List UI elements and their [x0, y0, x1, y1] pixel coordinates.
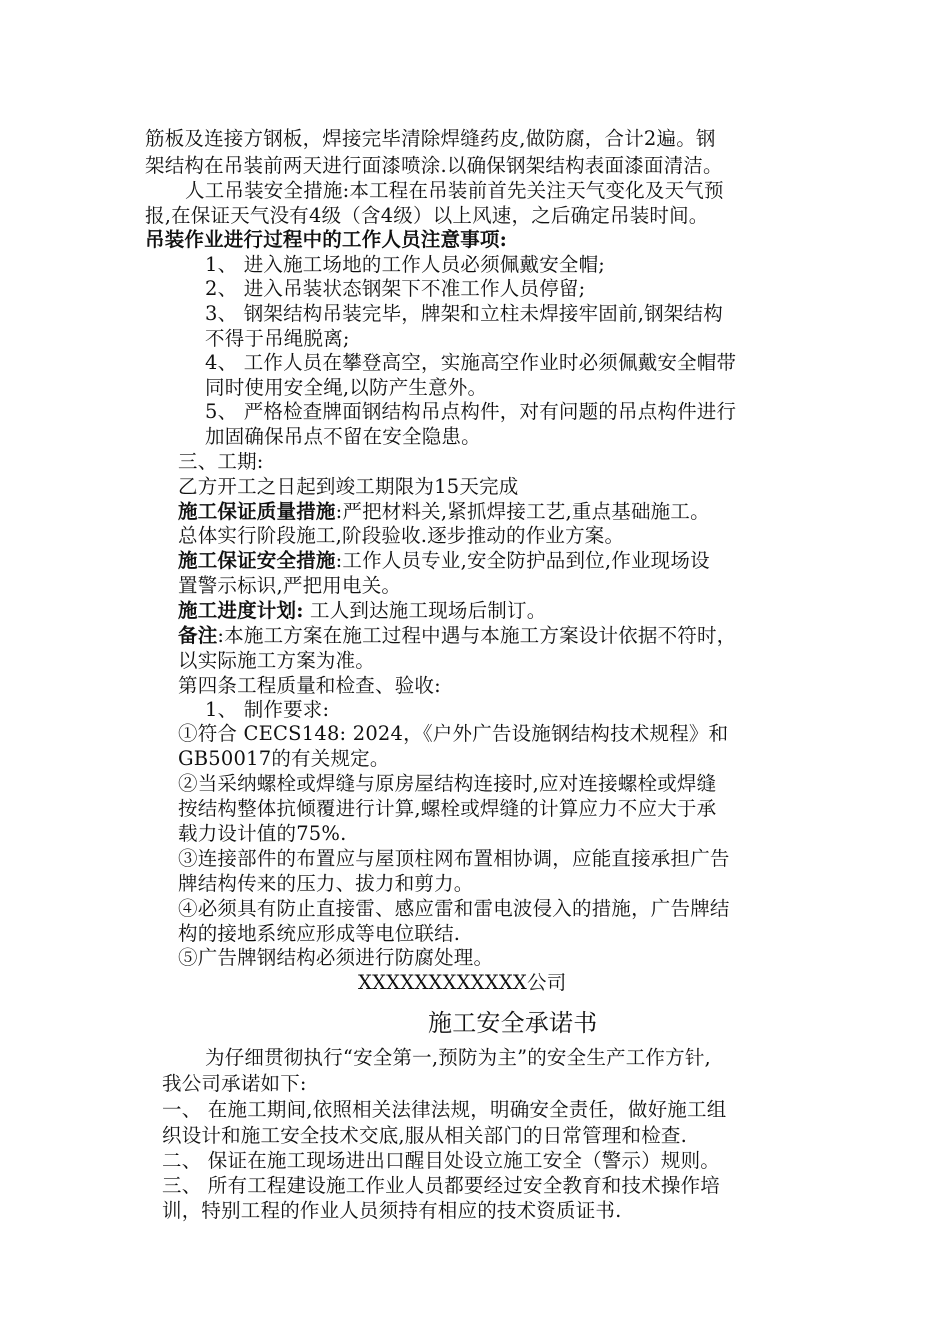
- req2-line3: 载力设计值的75%.: [178, 822, 347, 845]
- commitment-3-line2: 训，特别工程的作业人员须持有相应的技术资质证书.: [162, 1199, 622, 1222]
- schedule-heading: 三、工期:: [178, 450, 264, 473]
- remark-label: 备注: [178, 624, 218, 647]
- safety-text: :工作人员专业,安全防护品到位,作业现场设: [335, 549, 710, 572]
- req5: ⑤广告牌钢结构必须进行防腐处理。: [178, 946, 494, 969]
- quality-text: :严把材料关,紧抓焊接工艺,重点基础施工。: [335, 500, 710, 523]
- progress-label: 施工进度计划:: [178, 599, 304, 622]
- req1-line2: GB50017的有关规定。: [178, 747, 390, 770]
- note-item-3-line1: 3、 钢架结构吊装完毕，牌架和立柱未焊接牢固前,钢架结构: [205, 302, 723, 325]
- note-item-3-line2: 不得于吊绳脱离;: [205, 327, 350, 350]
- para1-line2: 架结构在吊装前两天进行面漆喷涂.以确保钢架结构表面漆面清洁。: [145, 154, 723, 177]
- safety-line1: [178, 548, 710, 574]
- note-item-4-line2: 同时使用安全绳,以防产生意外。: [205, 376, 488, 399]
- req3-line1: ③连接部件的布置应与屋顶柱网布置相协调，应能直接承担广告: [178, 847, 730, 870]
- remark-line2: 以实际施工方案为准。: [178, 649, 376, 672]
- req2-line1: ②当采纳螺栓或焊缝与原房屋结构连接时,应对连接螺栓或焊缝: [178, 772, 717, 795]
- safety-line2: 置警示标识,严把用电关。: [178, 574, 402, 597]
- note-item-4-line1: 4、 工作人员在攀登高空，实施高空作业时必须佩戴安全帽带: [205, 351, 737, 374]
- req3-line2: 牌结构传来的压力、拔力和剪力。: [178, 872, 474, 895]
- commitment-1-line2: 织设计和施工安全技术交底,服从相关部门的日常管理和检查.: [162, 1124, 687, 1147]
- note-item-2: 2、 进入吊装状态钢架下不准工作人员停留;: [205, 277, 586, 300]
- req4-line1: ④必须具有防止直接雷、感应雷和雷电波侵入的措施，广告牌结: [178, 897, 730, 920]
- progress-text: 工人到达施工现场后制订。: [303, 599, 547, 622]
- quality-label: 施工保证质量措施: [178, 500, 336, 523]
- note-item-5-line2: 加固确保吊点不留在安全隐患。: [205, 425, 481, 448]
- req4-line2: 构的接地系统应形成等电位联结.: [178, 922, 461, 945]
- para2-line1: 人工吊装安全措施:本工程在吊装前首先关注天气变化及天气预: [185, 179, 724, 202]
- note-item-5-line1: 5、 严格检查牌面钢结构吊点构件，对有问题的吊点构件进行: [205, 400, 737, 423]
- commitment-3-line1: 三、 所有工程建设施工作业人员都要经过安全教育和技术操作培: [162, 1174, 720, 1197]
- note-item-1: 1、 进入施工场地的工作人员必须佩戴安全帽;: [205, 253, 606, 276]
- quality-line2: 总体实行阶段施工,阶段验收.逐步推动的作业方案。: [178, 524, 625, 547]
- commitment-intro-line2: 我公司承诺如下:: [162, 1072, 307, 1095]
- quality-line1: [178, 499, 710, 525]
- remark-line1: [178, 623, 736, 649]
- req2-line2: 按结构整体抗倾覆进行计算,螺栓或焊缝的计算应力不应大于承: [178, 797, 717, 820]
- schedule-text: 乙方开工之日起到竣工期限为15天完成: [178, 475, 519, 498]
- req1-line1: ①符合 CECS148: 2024，《户外广告设施钢结构技术规程》和: [178, 722, 729, 745]
- remark-text: :本施工方案在施工过程中遇与本施工方案设计依据不符时，: [217, 624, 737, 647]
- company-name: XXXXXXXXXXXX公司: [358, 971, 567, 994]
- commitment-2: 二、 保证在施工现场进出口醒目处设立施工安全（警示）规则。: [162, 1149, 720, 1172]
- article4-sub: 1、 制作要求:: [205, 698, 330, 721]
- commitment-intro-line1: 为仔细贯彻执行“安全第一,预防为主”的安全生产工作方针,: [205, 1046, 711, 1069]
- article4-heading: 第四条工程质量和检查、验收:: [178, 674, 441, 697]
- notes-heading: 吊装作业进行过程中的工作人员注意事项:: [145, 228, 507, 251]
- para1-line1: 筋板及连接方钢板，焊接完毕清除焊缝药皮,做防腐，合计2遍。钢: [145, 127, 716, 150]
- progress-line: [178, 598, 546, 624]
- commitment-1-line1: 一、 在施工期间,依照相关法律法规，明确安全责任，做好施工组: [162, 1098, 727, 1121]
- para2-line2: 报,在保证天气没有4级（含4级）以上风速，之后确定吊装时间。: [145, 204, 709, 227]
- safety-label: 施工保证安全措施: [178, 549, 336, 572]
- commitment-title: 施工安全承诺书: [428, 1009, 598, 1037]
